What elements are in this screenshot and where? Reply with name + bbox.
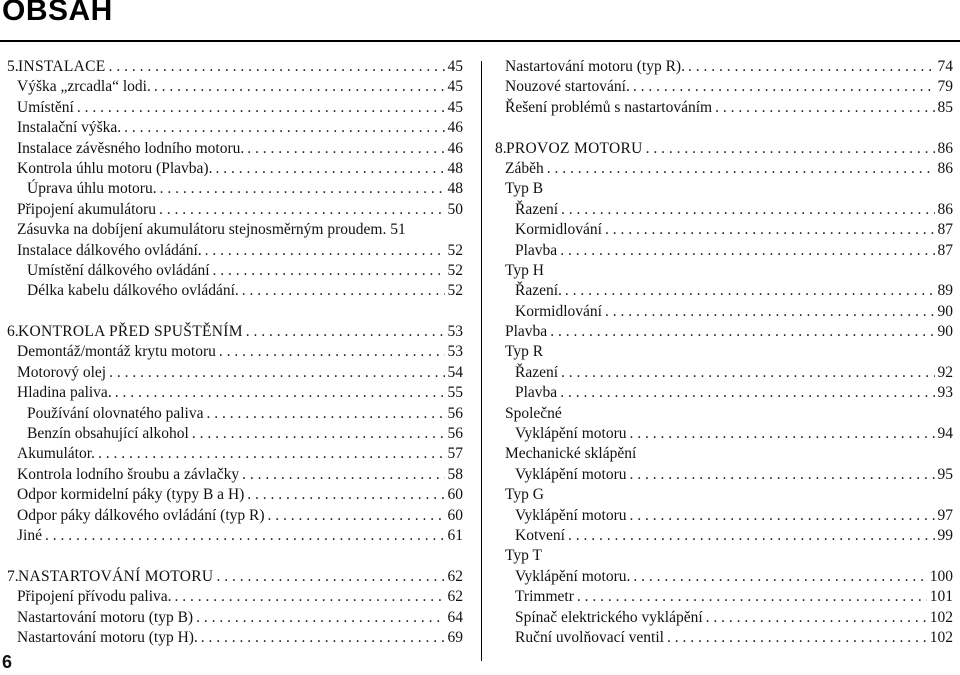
toc-page-number: 55	[447, 384, 463, 402]
toc-page-number: 57	[447, 445, 463, 463]
toc-entry-row	[7, 241, 463, 261]
toc-entry-label: Instalace dálkového ovládání.	[17, 241, 202, 259]
toc-entry-label: Instalace závěsného lodního motoru.	[17, 139, 245, 157]
toc-page-number: 53	[447, 323, 463, 341]
toc-subheading-row	[495, 404, 953, 424]
toc-entry-label: Kontrola úhlu motoru (Plavba).	[17, 159, 213, 177]
toc-entry-label: Délka kabelu dálkového ovládání.	[27, 282, 239, 300]
toc-entry-row	[7, 444, 463, 464]
toc-subheading-row	[495, 444, 953, 464]
dot-leader	[568, 526, 935, 546]
toc-page-number: 64	[447, 608, 463, 626]
dot-leader	[561, 363, 934, 383]
toc-entry-label: Mechanické sklápění	[505, 445, 637, 463]
header-rule	[0, 40, 960, 42]
toc-column-right	[495, 57, 953, 648]
toc-page-number: 86	[937, 200, 953, 218]
toc-page-number: 97	[937, 506, 953, 524]
dot-leader	[715, 98, 934, 118]
dot-leader	[154, 77, 445, 97]
toc-entry-row	[7, 404, 463, 424]
toc-entry-row	[495, 159, 953, 179]
dot-leader	[630, 424, 935, 444]
toc-entry-label: Plavba	[515, 384, 558, 402]
toc-section-row	[7, 322, 463, 342]
toc-entry-row	[7, 526, 463, 546]
toc-entry-row	[495, 241, 953, 261]
toc-entry-row	[495, 526, 953, 546]
toc-entry-label: Odpor kormidelní páky (typy B a H)	[17, 486, 245, 504]
page-number: 6	[2, 652, 13, 672]
toc-entry-row	[495, 77, 953, 97]
toc-entry-label: Společné	[505, 404, 562, 422]
toc-entry-row	[495, 98, 953, 118]
dot-leader	[246, 322, 445, 342]
toc-entry-label: Řazení.	[515, 282, 562, 300]
toc-entry-label: Vyklápění motoru.	[515, 567, 631, 585]
dot-leader	[605, 302, 935, 322]
dot-leader	[98, 444, 445, 464]
toc-entry-label: Vyklápění motoru	[515, 465, 627, 483]
toc-entry-row	[7, 139, 463, 159]
toc-entry-label: Řazení	[515, 363, 559, 381]
toc-entry-row	[495, 567, 953, 587]
toc-section-number: 8.	[495, 139, 507, 157]
toc-page-number: 50	[447, 200, 463, 218]
toc-entry-label: Umístění dálkového ovládání	[27, 261, 210, 279]
toc-subheading-row	[495, 179, 953, 199]
page-title: OBSAH	[2, 0, 113, 27]
toc-entry-label: Připojení akumulátoru	[17, 200, 157, 218]
dot-leader	[196, 608, 444, 628]
dot-leader	[268, 506, 445, 526]
dot-leader	[688, 57, 935, 77]
toc-entry-label: Odpor páky dálkového ovládání (typ R)	[17, 506, 265, 524]
toc-entry-row	[7, 424, 463, 444]
toc-page-number: 53	[447, 343, 463, 361]
toc-page-number: 60	[447, 506, 463, 524]
dot-leader	[192, 424, 445, 444]
toc-entry-row	[495, 608, 953, 628]
toc-page-number: 62	[447, 588, 463, 606]
toc-entry-label: Kormidlování	[515, 221, 602, 239]
toc-subheading-row	[495, 261, 953, 281]
toc-page-number: 46	[447, 139, 463, 157]
dot-leader	[242, 281, 445, 301]
dot-leader	[219, 342, 445, 362]
dot-leader	[215, 159, 444, 179]
toc-entry-label: Kormidlování	[515, 302, 602, 320]
toc-entry-label: Záběh	[505, 159, 544, 177]
dot-leader	[560, 241, 934, 261]
toc-entry-label: Používání olovnatého paliva	[27, 404, 204, 422]
toc-page-number: 100	[929, 567, 953, 585]
toc-page-number: 92	[937, 363, 953, 381]
toc-entry-label: Zásuvka na dobíjení akumulátoru stejnosměrným proudem. 51	[17, 221, 406, 239]
toc-page-number: 79	[937, 78, 953, 96]
toc-page-number: 87	[937, 221, 953, 239]
toc-section-number: 7.	[7, 567, 19, 585]
toc-entry-label: NASTARTOVÁNÍ MOTORU	[18, 567, 214, 585]
dot-leader	[630, 506, 935, 526]
dot-leader	[605, 220, 935, 240]
dot-leader	[109, 363, 444, 383]
toc-entry-label: Typ G	[505, 486, 544, 504]
toc-entry-row	[495, 383, 953, 403]
toc-entry-label: Trimmetr	[515, 588, 574, 606]
toc-page-number: 48	[447, 159, 463, 177]
toc-page-number: 61	[447, 526, 463, 544]
toc-page-number: 52	[447, 261, 463, 279]
toc-entry-label: Nastartování motoru (typ H).	[17, 628, 198, 646]
toc-section-row	[495, 139, 953, 159]
dot-leader	[205, 241, 445, 261]
toc-entry-row	[495, 587, 953, 607]
toc-page-number: 93	[937, 384, 953, 402]
toc-entry-label: Kontrola lodního šroubu a závlačky	[17, 465, 240, 483]
toc-section-number: 5.	[7, 58, 19, 75]
toc-entry-row	[495, 628, 953, 648]
toc-section-row	[7, 567, 463, 587]
toc-page-number: 52	[447, 282, 463, 300]
dot-leader	[124, 118, 444, 138]
toc-entry-label: Kotvení	[515, 526, 565, 544]
toc-entry-row	[495, 506, 953, 526]
dot-leader	[633, 77, 935, 97]
toc-entry-label: Umístění	[17, 98, 74, 116]
toc-column-left	[7, 57, 463, 648]
toc-entry-row	[7, 628, 463, 648]
dot-leader	[45, 526, 445, 546]
toc-entry-label: Plavba	[515, 241, 558, 259]
toc-entry-label: Typ H	[505, 261, 544, 279]
toc-page-number: 45	[447, 98, 463, 116]
toc-entry-label: Akumulátor.	[17, 445, 95, 463]
toc-entry-row	[495, 57, 953, 77]
toc-page-number: 86	[937, 159, 953, 177]
toc-entry-row	[7, 159, 463, 179]
toc-page-number: 46	[447, 119, 463, 137]
toc-entry-label: Typ B	[505, 180, 544, 198]
dot-leader	[646, 139, 935, 159]
toc-page-number: 48	[447, 180, 463, 198]
toc-entry-row	[495, 220, 953, 240]
toc-page-number: 102	[929, 608, 953, 626]
toc-page-number: 69	[447, 628, 463, 646]
dot-leader	[201, 628, 445, 648]
toc-page-number: 45	[447, 58, 463, 75]
toc-page-number: 60	[447, 486, 463, 504]
toc-entry-row	[7, 118, 463, 138]
dot-leader	[630, 465, 935, 485]
toc-entry-row	[7, 383, 463, 403]
column-divider	[481, 61, 482, 661]
toc-entry-label: Výška „zrcadla“ lodi.	[17, 78, 151, 96]
toc-entry-label: Řešení problémů s nastartováním	[505, 98, 713, 116]
dot-leader	[667, 628, 927, 648]
toc-entry-label: Plavba	[505, 323, 548, 341]
toc-subheading-row	[495, 546, 953, 566]
toc-entry-label: Benzín obsahující alkohol	[27, 425, 189, 443]
toc-entry-row	[495, 281, 953, 301]
toc-entry-row	[495, 363, 953, 383]
dot-leader	[565, 281, 935, 301]
toc-entry-row	[495, 322, 953, 342]
toc-entry-label: Vyklápění motoru	[515, 506, 627, 524]
toc-entry-row	[7, 200, 463, 220]
toc-page-number: 101	[929, 588, 953, 606]
dot-leader	[159, 200, 444, 220]
toc-entry-row	[7, 465, 463, 485]
dot-leader	[706, 608, 927, 628]
toc-page-number: 62	[447, 567, 463, 585]
dot-leader	[109, 57, 445, 77]
toc-subheading-row	[495, 342, 953, 362]
toc-entry-label: Ruční uvolňovací ventil	[515, 628, 664, 646]
toc-entry-row	[7, 485, 463, 505]
toc-page-number: 56	[447, 425, 463, 443]
toc-entry-row	[7, 281, 463, 301]
toc-entry-label: Vyklápění motoru	[515, 425, 627, 443]
toc-entry-label: Nastartování motoru (typ R).	[505, 58, 685, 75]
dot-leader	[77, 98, 445, 118]
toc-entry-row	[7, 506, 463, 526]
toc-entry-row	[7, 77, 463, 97]
toc-page-number: 95	[937, 465, 953, 483]
toc-entry-row	[7, 342, 463, 362]
dot-leader	[247, 139, 444, 159]
toc-entry-label: Nouzové startování.	[505, 78, 630, 96]
toc-entry-label: Nastartování motoru (typ B)	[17, 608, 194, 626]
dot-leader	[247, 485, 444, 505]
toc-entry-label: KONTROLA PŘED SPUŠTĚNÍM	[18, 323, 243, 341]
dot-leader	[115, 383, 445, 403]
toc-page-number: 102	[929, 628, 953, 646]
dot-leader	[561, 200, 934, 220]
toc-entry-label: Motorový olej	[17, 363, 107, 381]
toc-subheading-row	[495, 485, 953, 505]
toc-entry-label: Instalační výška.	[17, 119, 122, 137]
toc-entry-row	[495, 465, 953, 485]
toc-page-number: 99	[937, 526, 953, 544]
dot-leader	[242, 465, 444, 485]
toc-entry-row	[7, 261, 463, 281]
dot-leader	[175, 587, 445, 607]
toc-page-number: 56	[447, 404, 463, 422]
dot-leader	[547, 159, 935, 179]
toc-page-number: 52	[447, 241, 463, 259]
toc-entry-label: Úprava úhlu motoru.	[27, 180, 157, 198]
toc-entry-label: PROVOZ MOTORU	[506, 139, 643, 157]
toc-section-row	[7, 57, 463, 77]
dot-leader	[577, 587, 927, 607]
toc-page-number: 89	[937, 282, 953, 300]
dot-leader	[207, 404, 445, 424]
toc-entry-row	[7, 608, 463, 628]
toc-entry-row	[495, 302, 953, 322]
toc-entry-label: Hladina paliva.	[17, 384, 112, 402]
toc-page-number: 85	[937, 98, 953, 116]
toc-page-number: 45	[447, 78, 463, 96]
toc-entry-row	[7, 587, 463, 607]
toc-entry-label: Spínač elektrického vyklápění	[515, 608, 703, 626]
dot-leader	[213, 261, 445, 281]
toc-page-number: 94	[937, 425, 953, 443]
dot-leader	[550, 322, 934, 342]
toc-entry-row	[7, 363, 463, 383]
toc-entry-row	[495, 424, 953, 444]
toc-entry-label: Typ T	[505, 547, 542, 565]
toc-entry-label: INSTALACE	[18, 58, 106, 75]
toc-entry-row	[7, 220, 463, 240]
toc-entry-row	[7, 98, 463, 118]
toc-page-number: 74	[937, 58, 953, 75]
toc-entry-label: Řazení	[515, 200, 559, 218]
toc-page-number: 54	[447, 363, 463, 381]
toc-entry-label: Jiné	[17, 526, 42, 544]
toc-entry-label: Typ R	[505, 343, 544, 361]
toc-page-number: 58	[447, 465, 463, 483]
dot-leader	[633, 567, 926, 587]
toc-section-number: 6.	[7, 323, 19, 341]
toc-page-number: 87	[937, 241, 953, 259]
toc-entry-row	[7, 179, 463, 199]
toc-entry-row	[495, 200, 953, 220]
toc-entry-label: Demontáž/montáž krytu motoru	[17, 343, 216, 361]
dot-leader	[216, 567, 444, 587]
toc-page-number: 90	[937, 323, 953, 341]
toc-page-number: 90	[937, 302, 953, 320]
dot-leader	[160, 179, 445, 199]
toc-entry-label: Připojení přívodu paliva.	[17, 588, 172, 606]
toc-page-number: 86	[937, 139, 953, 157]
dot-leader	[560, 383, 934, 403]
